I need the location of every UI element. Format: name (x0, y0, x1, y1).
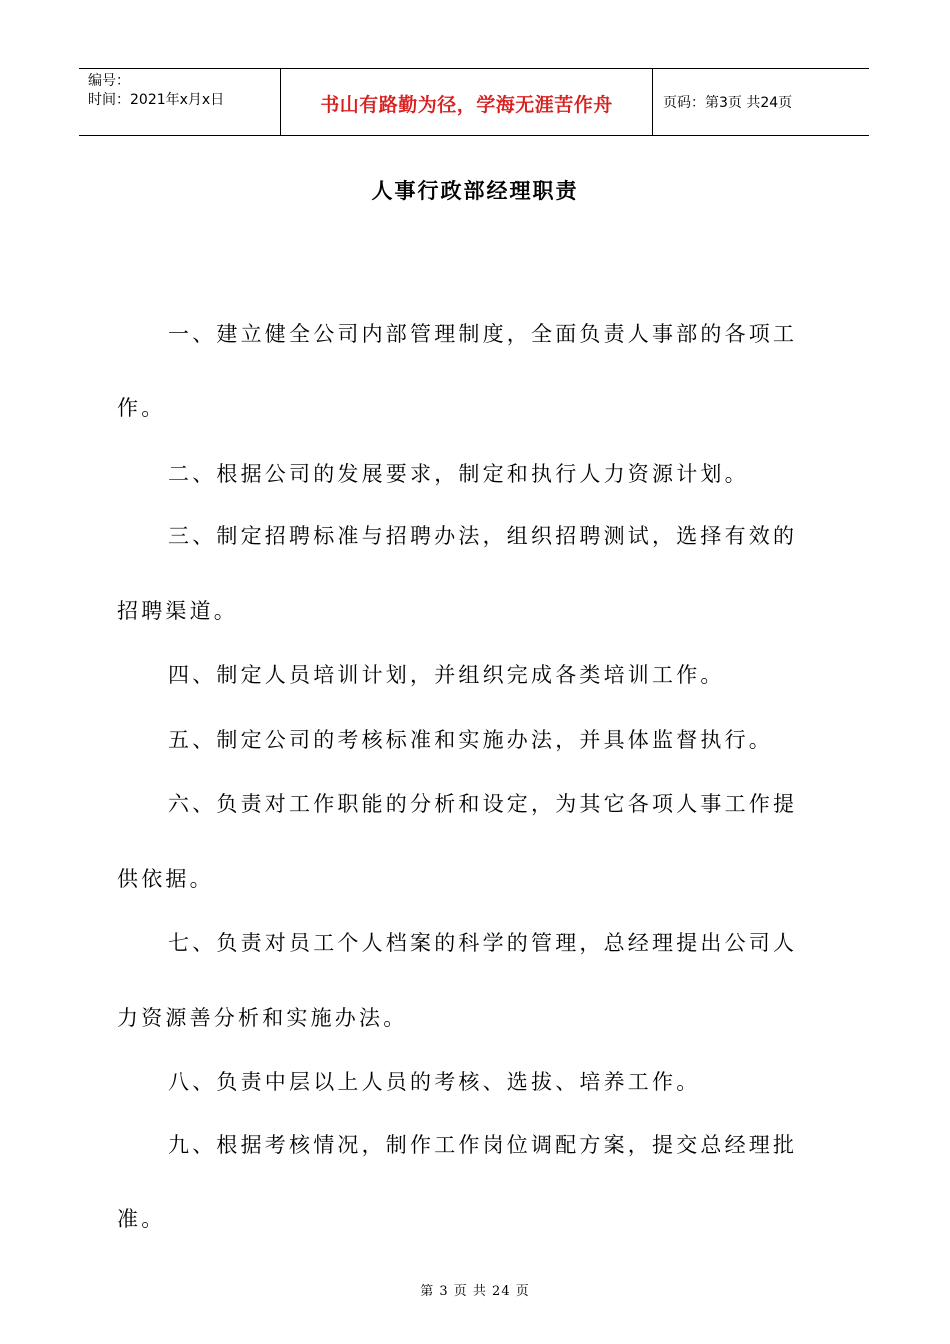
paragraph-line: 五、制定公司的考核标准和实施办法，并具体监督执行。 (168, 728, 773, 752)
header-page-info: 页码：第3页 共24页 (663, 95, 793, 111)
document-title: 人事行政部经理职责 (371, 178, 579, 203)
header-page-cell (653, 69, 869, 135)
header-meta-cell (79, 69, 281, 135)
paragraph-line: 三、制定招聘标准与招聘办法，组织招聘测试，选择有效的 (168, 524, 798, 548)
paragraph-line: 作。 (117, 396, 166, 420)
document-number-label: 编号： (88, 73, 130, 89)
paragraph-line: 一、建立健全公司内部管理制度，全面负责人事部的各项工 (168, 322, 798, 346)
header-table (79, 68, 869, 136)
paragraph-line: 力资源善分析和实施办法。 (117, 1006, 408, 1030)
page-footer: 第 3 页 共 24 页 (420, 1284, 530, 1299)
paragraph-line: 四、制定人员培训计划，并组织完成各类培训工作。 (168, 663, 725, 687)
header-motto: 书山有路勤为径，学海无涯苦作舟 (320, 93, 613, 116)
document-time-label: 时间：2021年x月x日 (88, 92, 225, 108)
paragraph-line: 招聘渠道。 (117, 599, 238, 623)
paragraph-line: 七、负责对员工个人档案的科学的管理，总经理提出公司人 (168, 931, 798, 955)
paragraph-line: 供依据。 (117, 867, 214, 891)
paragraph-line: 准。 (117, 1207, 166, 1231)
header-motto-cell (281, 69, 653, 135)
paragraph-line: 九、根据考核情况，制作工作岗位调配方案，提交总经理批 (168, 1133, 798, 1157)
paragraph-line: 八、负责中层以上人员的考核、选拔、培养工作。 (168, 1070, 701, 1094)
paragraph-line: 二、根据公司的发展要求，制定和执行人力资源计划。 (168, 462, 749, 486)
paragraph-line: 六、负责对工作职能的分析和设定，为其它各项人事工作提 (168, 792, 798, 816)
